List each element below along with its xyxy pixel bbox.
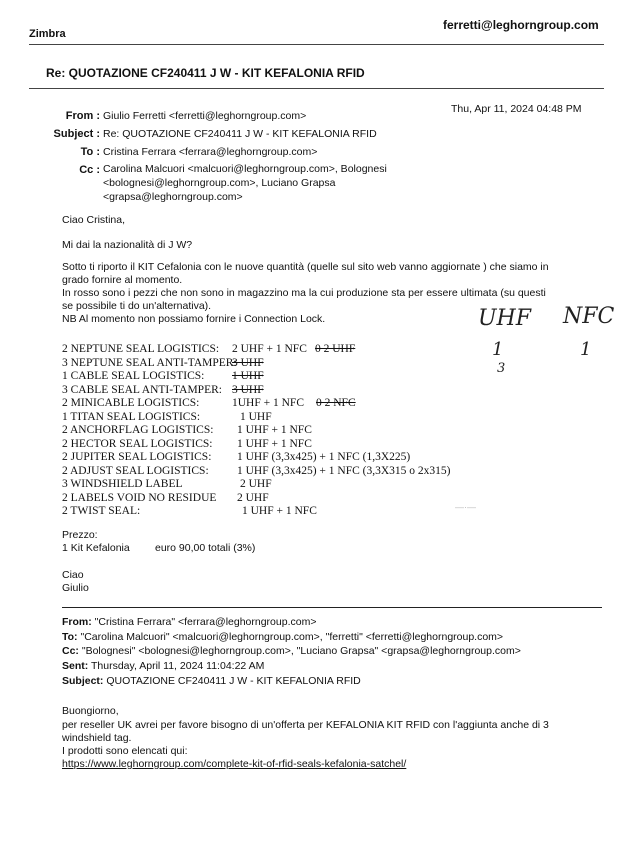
kit-item-quantity: 2 UHF [240, 478, 272, 490]
quoted-sent-label: Sent: [62, 660, 89, 672]
question: Mi dai la nazionalità di J W? [62, 239, 193, 251]
kit-item-name: 3 CABLE SEAL ANTI-TAMPER: [62, 383, 222, 396]
kit-item-name: 1 TITAN SEAL LOGISTICS: [62, 410, 201, 423]
kit-item-name: 3 WINDSHIELD LABEL [62, 478, 183, 490]
kit-item-quantity: 1 UHF + 1 NFC [237, 437, 312, 450]
closing-ciao: Ciao [62, 569, 84, 581]
quoted-to-label: To: [62, 631, 78, 643]
quoted-from-row [62, 616, 316, 628]
kit-item-quantity: 2 UHF + 1 NFC [232, 343, 307, 355]
cc-value-line3[interactable]: <grapsa@leghorngroup.com> [103, 191, 243, 203]
kit-item-name: 3 NEPTUNE SEAL ANTI-TAMPER: [62, 356, 237, 369]
kit-item-quantity: 3 UHF [232, 356, 264, 369]
kit-item-quantity: 1 UHF (3,3x425) + 1 NFC (3,3X315 o 2x315) [237, 464, 451, 477]
kit-item-quantity: 3 UHF [232, 383, 264, 396]
quoted-subject-row [62, 675, 361, 687]
quoted-sent-row [62, 660, 264, 672]
kit-item-name: 2 JUPITER SEAL LOGISTICS: [62, 451, 212, 463]
handwritten-uhf-count-2: 3 [497, 361, 506, 375]
scan-mark: —·— [455, 502, 476, 512]
quoted-sent-value: Thursday, April 11, 2024 11:04:22 AM [90, 660, 265, 672]
kit-item-quantity: 1 UHF [232, 370, 264, 382]
to-label: To : [80, 146, 100, 158]
kit-item-quantity: 1 UHF [240, 410, 272, 423]
quoted-subject-label: Subject: [62, 675, 104, 687]
kit-item-quantity: 1UHF + 1 NFC [232, 397, 304, 409]
quoted-subject-value: QUOTAZIONE CF240411 J W - KIT KEFALONIA RFID [106, 675, 361, 687]
kit-item-quantity: 2 UHF [237, 491, 269, 504]
page-title: Re: QUOTAZIONE CF240411 J W - KIT KEFALONIA RFID [46, 66, 365, 80]
app-name: Zimbra [29, 28, 66, 40]
header-divider [29, 44, 604, 45]
price-item: 1 Kit Kefalonia [62, 542, 130, 554]
kit-item-name: 2 LABELS VOID NO RESIDUE [62, 491, 217, 504]
quoted-body-line: I prodotti sono elencati qui: [62, 745, 188, 757]
quoted-cc-value[interactable]: "Bolognesi" <bolognesi@leghorngroup.com>, "Luciano Grapsa" <grapsa@leghorngroup.com> [81, 645, 521, 657]
cc-label: Cc : [79, 164, 100, 176]
handwritten-uhf: UHF [478, 306, 531, 331]
body-line: Sotto ti riporto il KIT Cefalonia con le nuove quantità (quelle sul sito web vanno aggiornate ) che siamo in [62, 261, 549, 273]
handwritten-nfc-count: 1 [580, 339, 592, 360]
kit-item-quantity: 1 UHF (3,3x425) + 1 NFC (1,3X225) [237, 451, 411, 463]
quote-divider [62, 607, 602, 608]
handwritten-nfc: NFC [563, 304, 615, 329]
closing-name: Giulio [62, 582, 89, 594]
product-link[interactable]: https://www.leghorngroup.com/complete-kit-of-rfid-seals-kefalonia-satchel/ [62, 758, 407, 770]
quoted-from-label: From: [62, 616, 92, 628]
kit-item-struck-quantity: 0 2 UHF [315, 343, 356, 355]
kit-item-name: 2 ADJUST SEAL LOGISTICS: [62, 464, 209, 477]
body-line: NB Al momento non possiamo fornire i Connection Lock. [62, 313, 326, 325]
kit-item-name: 2 HECTOR SEAL LOGISTICS: [62, 437, 213, 450]
kit-item-name: 2 TWIST SEAL: [62, 505, 141, 517]
quoted-cc-row [62, 645, 521, 657]
subject-label: Subject : [53, 128, 100, 140]
quoted-to-row [62, 631, 503, 643]
subject-value: Re: QUOTAZIONE CF240411 J W - KIT KEFALONIA RFID [103, 128, 377, 140]
body-line: grado fornire al momento. [62, 274, 183, 286]
to-value[interactable]: Cristina Ferrara <ferrara@leghorngroup.com> [103, 146, 318, 158]
cc-value-line1[interactable]: Carolina Malcuori <malcuori@leghorngroup.com>, Bolognesi [103, 163, 387, 175]
price-label: Prezzo: [62, 529, 98, 541]
price-value: euro 90,00 totali (3%) [155, 542, 256, 554]
cc-value-line2[interactable]: <bolognesi@leghorngroup.com>, Luciano Grapsa [103, 177, 336, 189]
kit-item-name: 2 NEPTUNE SEAL LOGISTICS: [62, 343, 220, 355]
from-value[interactable]: Giulio Ferretti <ferretti@leghorngroup.com> [103, 110, 307, 122]
kit-item-struck-quantity: 0 2 NFC [316, 397, 356, 409]
quoted-body-line: windshield tag. [62, 732, 132, 744]
title-divider [29, 88, 604, 89]
kit-item-name: 2 MINICABLE LOGISTICS: [62, 397, 200, 409]
quoted-greeting: Buongiorno, [62, 705, 119, 717]
greeting: Ciao Cristina, [62, 214, 126, 226]
handwritten-uhf-count: 1 [492, 339, 504, 360]
quoted-cc-label: Cc: [62, 645, 79, 657]
kit-item-name: 1 CABLE SEAL LOGISTICS: [62, 370, 205, 382]
quoted-body-line: per reseller UK avrei per favore bisogno di un'offerta per KEFALONIA KIT RFID con l'aggiunta anche di 3 [62, 719, 549, 731]
message-date: Thu, Apr 11, 2024 04:48 PM [451, 103, 582, 115]
handwritten-annotation [470, 295, 620, 375]
quoted-from-value[interactable]: "Cristina Ferrara" <ferrara@leghorngroup.com> [94, 616, 317, 628]
kit-item-quantity: 1 UHF + 1 NFC [237, 424, 312, 436]
body-line: In rosso sono i pezzi che non sono in magazzino ma la cui produzione sta per essere ultimata (su questi [62, 287, 546, 299]
quoted-to-value[interactable]: "Carolina Malcuori" <malcuori@leghorngroup.com>, "ferretti" <ferretti@leghorngroup.com> [80, 631, 504, 643]
kit-item-name: 2 ANCHORFLAG LOGISTICS: [62, 424, 214, 436]
user-email: ferretti@leghorngroup.com [443, 18, 599, 32]
from-label: From : [65, 110, 100, 122]
kit-item-quantity: 1 UHF + 1 NFC [242, 505, 317, 517]
body-line: se possibile ti do un'alternativa). [62, 300, 212, 312]
